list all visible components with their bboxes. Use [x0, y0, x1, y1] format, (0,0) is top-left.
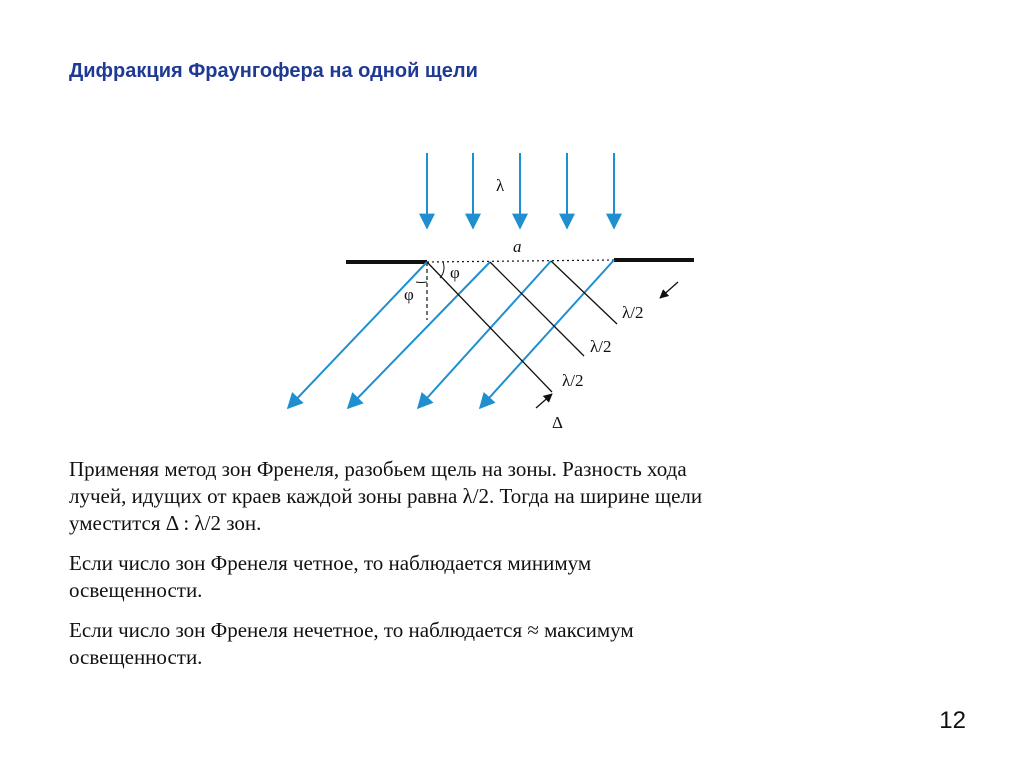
pointer-arrow-top — [660, 282, 678, 298]
text-line: освещенности. — [69, 578, 203, 602]
diffracted-ray — [480, 260, 614, 408]
wavefront-line — [551, 261, 617, 324]
diffracted-ray — [348, 262, 490, 408]
text-line: Применяя метод зон Френеля, разобьем щель на зоны. Разность хода — [69, 457, 687, 481]
half-wave-label-1: λ/2 — [622, 303, 644, 322]
slit-width-label: a — [513, 237, 522, 256]
angle-arc-1 — [416, 282, 427, 283]
diffracted-ray — [288, 262, 427, 408]
paragraph-even — [69, 550, 949, 604]
diffracted-ray — [418, 261, 551, 408]
pointer-arrow-bottom — [536, 394, 552, 408]
page-number: 12 — [939, 707, 966, 734]
text-line: Если число зон Френеля нечетное, то наблюдается ≈ максимум — [69, 618, 634, 642]
paragraph-zones — [69, 456, 949, 537]
wavelength-label: λ — [496, 176, 505, 195]
text-line: лучей, идущих от краев каждой зоны равна λ/2. Тогда на ширине щели — [69, 484, 703, 508]
path-difference-label: Δ — [552, 413, 563, 432]
incident-rays — [427, 153, 614, 228]
text-line: Если число зон Френеля четное, то наблюдается минимум — [69, 551, 592, 575]
half-wave-label-2: λ/2 — [590, 337, 612, 356]
paragraph-odd — [69, 617, 949, 671]
angle-label-2: φ — [450, 263, 460, 282]
slide-title: Дифракция Фраунгофера на одной щели — [69, 60, 478, 82]
slit-aperture — [427, 260, 614, 262]
half-wave-label-3: λ/2 — [562, 371, 584, 390]
text-line: освещенности. — [69, 645, 203, 669]
angle-label-1: φ — [404, 285, 414, 304]
text-line: уместится Δ : λ/2 зон. — [69, 511, 262, 535]
body-text — [69, 456, 949, 684]
